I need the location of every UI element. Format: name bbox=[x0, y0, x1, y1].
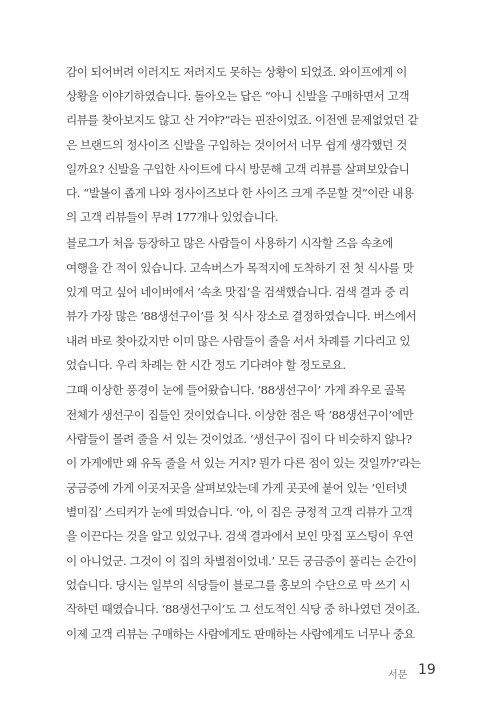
body-line: 었습니다. 당시는 일부의 식당들이 블로그를 홍보의 수단으로 막 쓰기 시 bbox=[66, 578, 411, 592]
body-line: 사람들이 몰려 줄을 서 있는 것이었죠. ‘생선구이 집이 다 비슷하지 않나? bbox=[66, 432, 412, 446]
body-line: 여행을 간 적이 있습니다. 고속버스가 목적지에 도착하기 전 첫 식사를 맛 bbox=[66, 261, 414, 275]
body-line: 내려 바로 찾아갔지만 이미 많은 사람들이 줄을 서서 차례를 기다리고 있 bbox=[66, 334, 411, 348]
body-line: 이 아니었군. 그것이 이 집의 차별점이었네.’ 모든 궁금증이 풀리는 순간이 bbox=[66, 554, 417, 568]
body-line: 그때 이상한 풍경이 눈에 들어왔습니다. ‘88생선구이’ 가게 좌우로 골목 bbox=[66, 383, 406, 397]
body-line: 블로그가 처음 등장하고 많은 사람들이 사용하기 시작할 즈음 속초에 bbox=[66, 236, 393, 250]
body-line: 은 브랜드의 정사이즈 신발을 구입하는 것이어서 너무 쉽게 생각했던 것 bbox=[66, 138, 407, 152]
body-line: 상황을 이야기하였습니다. 돌아오는 답은 “아니 신발을 구매하면서 고객 bbox=[66, 89, 410, 103]
body-line: 감이 되어버려 이러지도 저러지도 못하는 상황이 되었죠. 와이프에게 이 bbox=[66, 65, 407, 79]
body-line: 별미집’ 스티커가 눈에 띄었습니다. ‘아, 이 집은 긍정적 고객 리뷰가 고객 bbox=[66, 505, 413, 519]
running-footer-section: 서문 bbox=[388, 670, 408, 681]
body-line: 리뷰를 찾아보지도 않고 산 거야?”라는 핀잔이었죠. 이전엔 문제없었던 같 bbox=[66, 113, 419, 127]
body-line: 을 이끈다는 것을 알고 있었구나. 검색 결과에서 보인 맛집 포스팅이 우연 bbox=[66, 529, 414, 543]
body-line: 뷰가 가장 많은 ‘88생선구이’를 첫 식사 장소로 결정하였습니다. 버스에서 bbox=[66, 309, 417, 323]
body-line: 전체가 생선구이 집들인 것이었습니다. 이상한 점은 딱 ‘88생선구이’에만 bbox=[66, 408, 414, 422]
body-line: 있게 먹고 싶어 네이버에서 ‘속초 맛집’을 검색했습니다. 검색 결과 중 리 bbox=[66, 285, 410, 299]
body-line: 작하던 때였습니다. ‘88생선구이’도 그 선도적인 식당 중 하나였던 것이죠. bbox=[66, 602, 420, 616]
body-line: 의 고객 리뷰들이 무려 177개나 있었습니다. bbox=[66, 210, 279, 224]
body-line: 이제 고객 리뷰는 구매하는 사람에게도 판매하는 사람에게도 너무나 중요 bbox=[66, 627, 415, 641]
body-line: 었습니다. 우리 차례는 한 시간 정도 기다려야 할 정도로요. bbox=[66, 358, 346, 372]
page-number: 19 bbox=[418, 662, 436, 678]
body-line: 이 가게에만 왜 유독 줄을 서 있는 거지? 뭔가 다른 점이 있는 것일까?’라는 bbox=[66, 456, 421, 470]
body-line: 일까요? 신발을 구입한 사이트에 다시 방문해 고객 리뷰를 살펴보았습니 bbox=[66, 162, 410, 176]
body-line: 다. “발볼이 좁게 나와 정사이즈보다 한 사이즈 크게 주문할 것”이란 내용 bbox=[66, 186, 414, 200]
body-line: 궁금증에 가게 이곳저곳을 살펴보았는데 가게 곳곳에 붙어 있는 ‘인터넷 bbox=[66, 481, 407, 495]
